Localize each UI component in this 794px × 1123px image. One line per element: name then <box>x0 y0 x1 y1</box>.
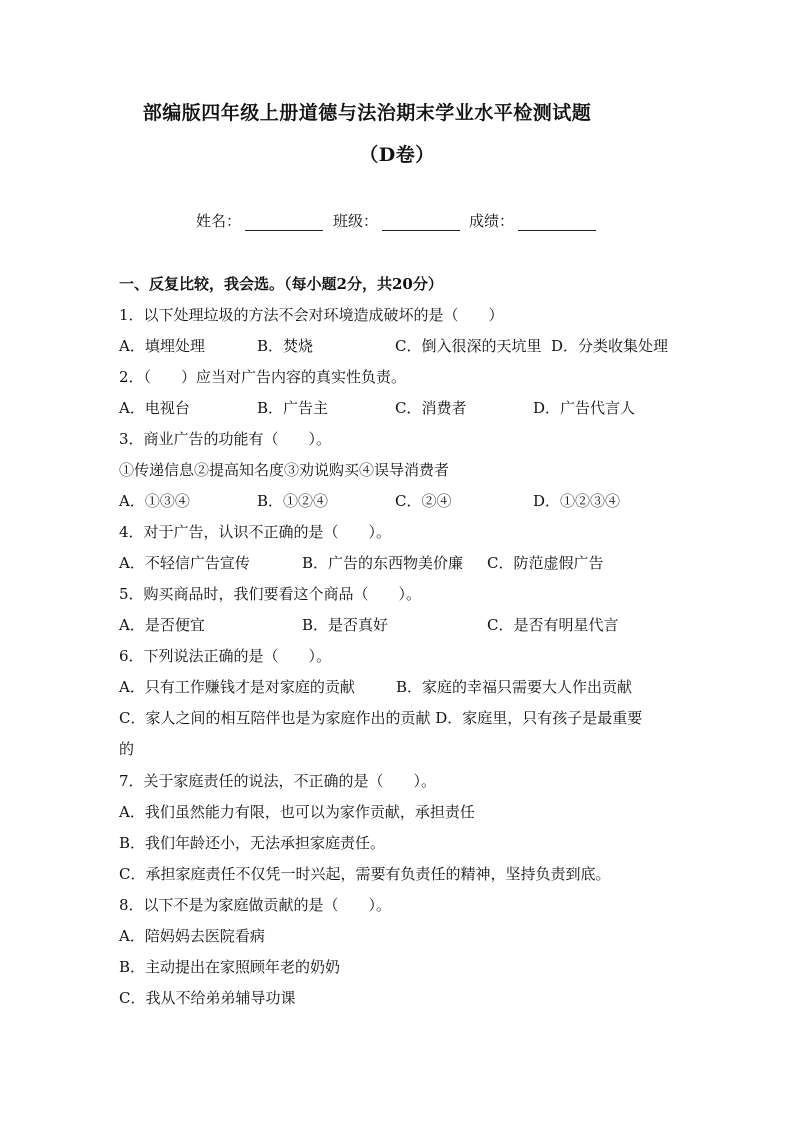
class-field[interactable] <box>333 211 460 231</box>
class-label: 班级： <box>333 212 379 230</box>
name-blank[interactable] <box>245 214 323 231</box>
score-field[interactable] <box>469 211 596 231</box>
question-1-option-c: C．倒入很深的天坑里 <box>395 337 542 355</box>
question-4-option-b: B．广告的东西物美价廉 <box>302 554 464 572</box>
question-7-stem: 7．关于家庭责任的说法，不正确的是（ ）。 <box>119 772 437 790</box>
question-1-option-d: D．分类收集处理 <box>551 337 669 355</box>
question-3-option-d: D．①②③④ <box>533 492 621 510</box>
question-7-option-a: A．我们虽然能力有限，也可以为家作贡献，承担责任 <box>119 803 475 821</box>
page-title: 部编版四年级上册道德与法治期末学业水平检测试题 <box>142 102 592 124</box>
question-5-option-c: C．是否有明星代言 <box>487 616 619 634</box>
question-6-option-a: A．只有工作赚钱才是对家庭的贡献 <box>119 678 355 696</box>
question-1-option-b: B．焚烧 <box>257 337 314 355</box>
question-2-stem: 2．（ ）应当对广告内容的真实性负责。 <box>119 368 407 386</box>
question-6-option-b: B．家庭的幸福只需要大人作出贡献 <box>396 678 633 696</box>
question-2-option-a: A．电视台 <box>119 399 190 417</box>
question-7-option-c: C．承担家庭责任不仅凭一时兴起，需要有负责任的精神，坚持负责到底。 <box>119 865 611 883</box>
page-subtitle: （D卷） <box>359 144 435 166</box>
question-3-option-b: B．①②④ <box>257 492 329 510</box>
question-4-option-c: C．防范虚假广告 <box>487 554 604 572</box>
question-7-option-b: B．我们年龄还小，无法承担家庭责任。 <box>119 834 386 852</box>
question-8-stem: 8．以下不是为家庭做贡献的是（ ）。 <box>119 896 392 914</box>
question-2-option-c: C．消费者 <box>395 399 467 417</box>
score-blank[interactable] <box>518 214 596 231</box>
question-6-options-cd-wrap: 的 <box>119 740 135 758</box>
question-5-option-b: B．是否真好 <box>302 616 389 634</box>
question-2-option-d: D．广告代言人 <box>533 399 636 417</box>
question-1-stem: 1．以下处理垃圾的方法不会对环境造成破坏的是（ ） <box>119 306 504 324</box>
name-label: 姓名： <box>196 212 242 230</box>
question-8-option-a: A．陪妈妈去医院看病 <box>119 927 265 945</box>
question-5-stem: 5．购买商品时，我们要看这个商品（ ）。 <box>119 585 422 603</box>
question-2-option-b: B．广告主 <box>257 399 329 417</box>
question-1-option-a: A．填埋处理 <box>119 337 205 355</box>
question-5-option-a: A．是否便宜 <box>119 616 205 634</box>
class-blank[interactable] <box>382 214 460 231</box>
question-3-option-a: A．①③④ <box>119 492 190 510</box>
name-field[interactable] <box>196 211 323 231</box>
question-3-stem: 3．商业广告的功能有（ ）。 <box>119 430 332 448</box>
question-3-option-c: C．②④ <box>395 492 452 510</box>
question-4-stem: 4．对于广告，认识不正确的是（ ）。 <box>119 523 392 541</box>
question-6-options-cd: C．家人之间的相互陪伴也是为家庭作出的贡献 D．家庭里，只有孩子是最重要 <box>119 709 643 727</box>
question-4-option-a: A．不轻信广告宣传 <box>119 554 250 572</box>
question-8-option-b: B．主动提出在家照顾年老的奶奶 <box>119 958 341 976</box>
question-6-stem: 6．下列说法正确的是（ ）。 <box>119 647 332 665</box>
question-8-option-c: C．我从不给弟弟辅导功课 <box>119 989 296 1007</box>
section-heading: 一、反复比较，我会选。（每小题2分，共20分） <box>119 275 443 293</box>
score-label: 成绩： <box>469 212 515 230</box>
question-3-note: ①传递信息②提高知名度③劝说购买④误导消费者 <box>119 461 450 479</box>
